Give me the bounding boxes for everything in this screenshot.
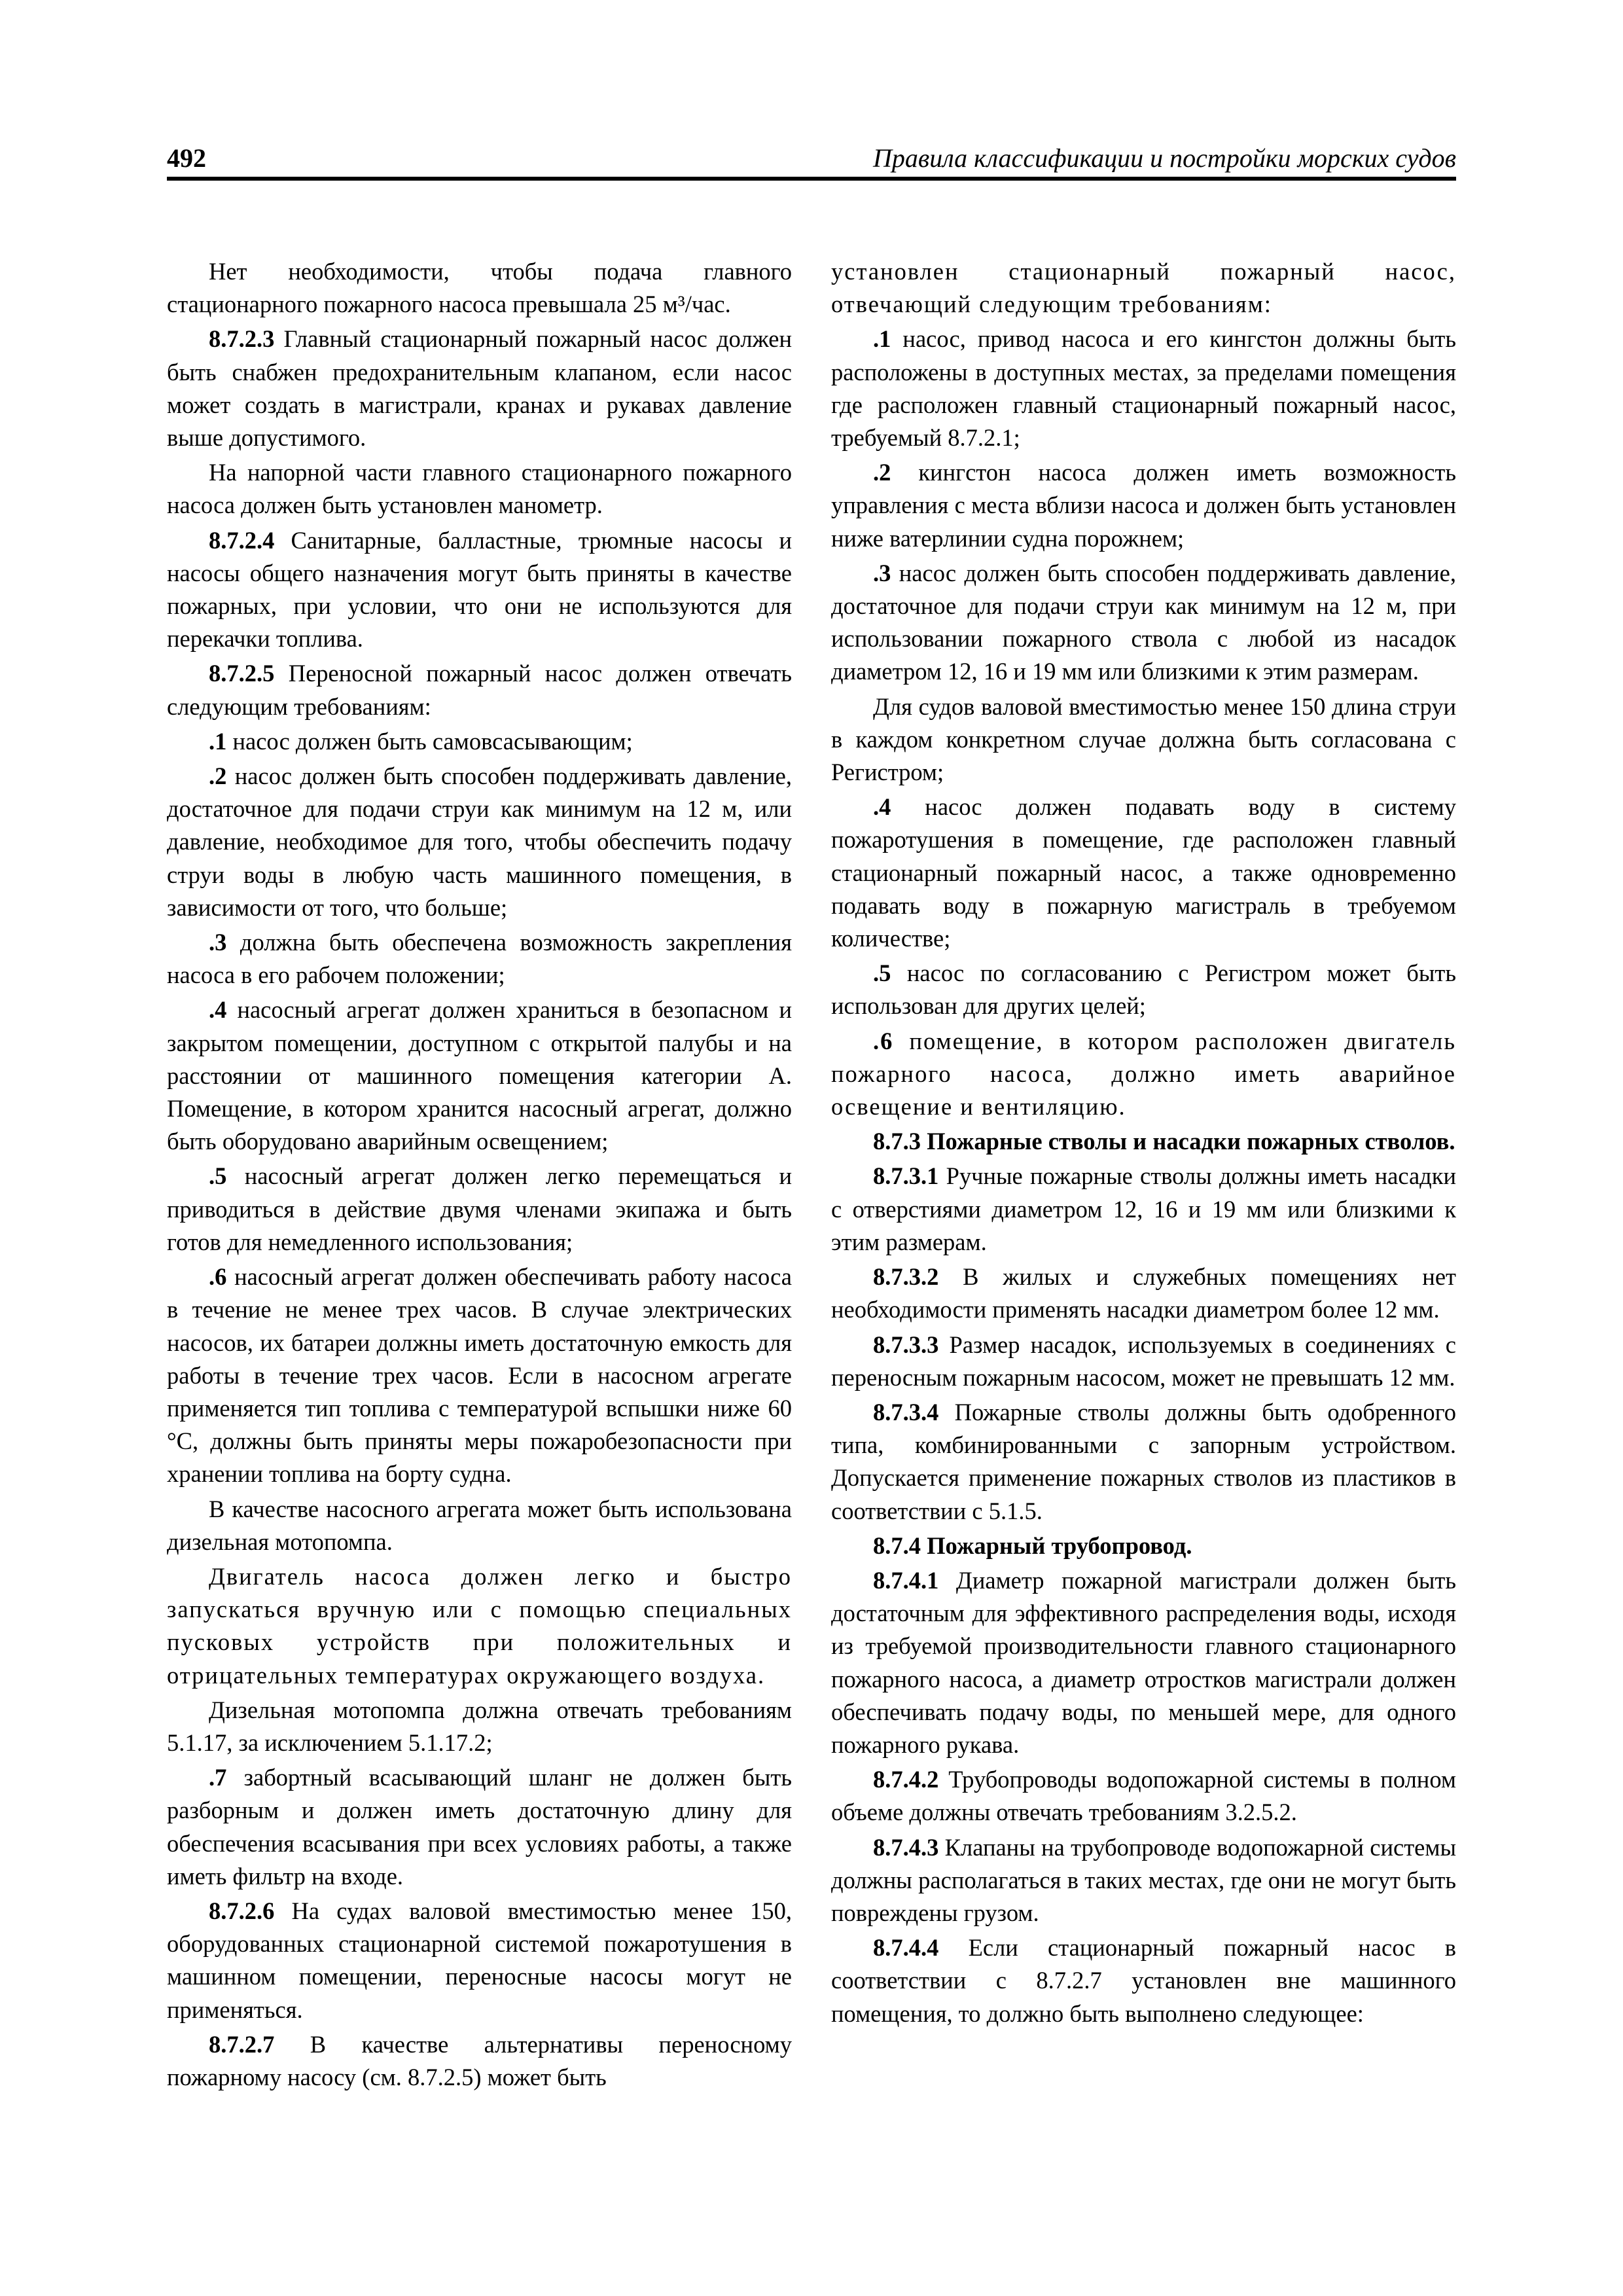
paragraph-text: насос должен быть способен поддерживать давление, достаточное для подачи струи как минимум на 12 м, при использовании пожарного ствола с любой из насадок диаметром 12, 16 и 19 мм или близкими к этим размерам. (831, 559, 1456, 685)
header-rule (167, 177, 1456, 181)
section-heading-text: 8.7.4 Пожарный трубопровод. (873, 1532, 1192, 1559)
page-number: 492 (167, 143, 206, 173)
section-heading-text: 8.7.3 Пожарные стволы и насадки пожарных стволов. (873, 1128, 1455, 1155)
paragraph (167, 456, 792, 522)
paragraph (831, 1931, 1456, 2030)
paragraph (167, 994, 792, 1158)
paragraph-text: Для судов валовой вместимостью менее 150 длина струи в каждом конкретном случае должна быть согласована с Регистром; (831, 692, 1456, 786)
paragraph-text: насос по согласованию с Регистром может быть использован для других целей; (831, 960, 1456, 1020)
running-title: Правила классификации и постройки морских судов (872, 143, 1456, 173)
paragraph-number: 8.7.2.4 (209, 526, 275, 554)
paragraph (831, 1831, 1456, 1930)
paragraph (167, 1560, 792, 1692)
paragraph (167, 657, 792, 723)
paragraph-number: 8.7.2.5 (209, 660, 275, 687)
paragraph-number: 8.7.3.2 (873, 1263, 939, 1291)
paragraph-text: насос должен быть способен поддерживать давление, достаточное для подачи струи как минимум на 12 м, или давление, необходимое для того, чтобы обеспечить подачу струи воды в любую часть машинного помещения, в зависимости от того, что больше; (167, 762, 792, 921)
section-heading (831, 1530, 1456, 1562)
paragraph-text: должна быть обеспечена возможность закрепления насоса в его рабочем положении; (167, 929, 792, 989)
right-column (831, 255, 1456, 2032)
paragraph-text: помещение, в котором расположен двигатель пожарного насоса, должно иметь аварийное освещение и вентиляцию. (831, 1027, 1456, 1121)
paragraph-number: 8.7.2.7 (209, 2030, 275, 2058)
paragraph-text: насосный агрегат должен храниться в безопасном и закрытом помещении, доступном с открытой палубы и на расстоянии от машинного помещения категории А. Помещение, в котором хранится насосный агрегат, должно быть оборудовано аварийным освещением; (167, 996, 792, 1155)
paragraph-number: 8.7.4.4 (873, 1934, 939, 1962)
paragraph-text: Ручные пожарные стволы должны иметь насадки с отверстиями диаметром 12, 16 и 19 мм или близкими к этим размерам. (831, 1162, 1456, 1255)
paragraph-text: насосный агрегат должен легко перемещаться и приводиться в действие двумя членами экипажа и быть готов для немедленного использования; (167, 1162, 792, 1255)
paragraph-number: 8.7.4.3 (873, 1833, 939, 1861)
paragraph-number: .5 (873, 960, 891, 987)
paragraph (167, 1895, 792, 2026)
paragraph (831, 1329, 1456, 1394)
paragraph-number: 8.7.4.2 (873, 1766, 939, 1793)
paragraph-text: Нет необходимости, чтобы подача главного стационарного пожарного насоса превышала 25 м³/час. (167, 258, 792, 318)
paragraph-text: Переносной пожарный насос должен отвечать следующим требованиям: (167, 660, 792, 720)
left-column (167, 255, 792, 2096)
paragraph (831, 691, 1456, 789)
paragraph (167, 760, 792, 924)
paragraph-text: На судах валовой вместимостью менее 150, оборудованных стационарной системой пожаротушения в машинном помещении, переносные насосы могут не применяться. (167, 1897, 792, 2023)
paragraph (831, 957, 1456, 1022)
paragraph-text: На напорной части главного стационарного пожарного насоса должен быть установлен манометр. (167, 459, 792, 519)
paragraph (831, 1763, 1456, 1829)
paragraph-number: .3 (873, 559, 891, 586)
paragraph (167, 1761, 792, 1893)
paragraph-number: .2 (209, 762, 227, 790)
paragraph-number: 8.7.3.1 (873, 1162, 939, 1190)
paragraph (167, 323, 792, 454)
paragraph (831, 456, 1456, 555)
paragraph-number: .3 (209, 929, 227, 956)
paragraph (167, 725, 792, 758)
paragraph (831, 255, 1456, 321)
paragraph (167, 1160, 792, 1259)
paragraph-text: Трубопроводы водопожарной системы в полном объеме должны отвечать требованиям 3.2.5.2. (831, 1766, 1456, 1826)
paragraph (167, 2028, 792, 2094)
paragraph (167, 1493, 792, 1558)
paragraph-number: 8.7.2.6 (209, 1897, 275, 1924)
paragraph-text: Диаметр пожарной магистрали должен быть достаточным для эффективного распределения воды, исходя из требуемой производительности главного стационарного пожарного насоса, а диаметр отростков магистрали должен обеспечивать подачу воды, по меньшей мере, для одного пожарного рукава. (831, 1566, 1456, 1758)
paragraph-text: установлен стационарный пожарный насос, отвечающий следующим требованиям: (831, 258, 1456, 318)
paragraph-text: насосный агрегат должен обеспечивать работу насоса в течение не менее трех часов. В случае электрических насосов, их батареи должны иметь достаточную емкость для работы в течение трех часов. Если в насосном агрегате применяется тип топлива с температурой вспышки ниже 60 °С, должны быть приняты меры пожаробезопасности при хранении топлива на борту судна. (167, 1263, 792, 1488)
paragraph-text: насос должен быть самовсасывающим; (226, 727, 633, 755)
section-heading (831, 1125, 1456, 1158)
paragraph-number: 8.7.3.3 (873, 1331, 939, 1358)
paragraph-text: забортный всасывающий шланг не должен быть разборным и должен иметь достаточную длину для обеспечения всасывания при всех условиях работы, а также иметь фильтр на входе. (167, 1764, 792, 1890)
paragraph (831, 323, 1456, 454)
paragraph (831, 791, 1456, 955)
paragraph-text: Главный стационарный пожарный насос должен быть снабжен предохранительным клапаном, если насос может создать в магистрали, кранах и рукавах давление выше допустимого. (167, 325, 792, 452)
paragraph-text: кингстон насоса должен иметь возможность управления с места вблизи насоса и должен быть установлен ниже ватерлинии судна порожнем; (831, 459, 1456, 552)
paragraph-text: В жилых и служебных помещениях нет необходимости применять насадки диаметром более 12 мм. (831, 1263, 1456, 1323)
paragraph-text: Если стационарный пожарный насос в соответствии с 8.7.2.7 установлен вне машинного помещения, то должно быть выполнено следующее: (831, 1934, 1456, 2027)
paragraph-text: Пожарные стволы должны быть одобренного типа, комбинированными с запорным устройством. Допускается применение пожарных стволов из пластиков в соответствии с 5.1.5. (831, 1398, 1456, 1524)
paragraph-number: .1 (873, 325, 891, 353)
paragraph (167, 255, 792, 321)
paragraph (167, 1694, 792, 1759)
paragraph-number: 8.7.2.3 (209, 325, 275, 353)
paragraph (831, 1564, 1456, 1761)
paragraph (831, 1261, 1456, 1326)
paragraph-text: Клапаны на трубопроводе водопожарной системы должны располагаться в таких местах, где они не могут быть повреждены грузом. (831, 1833, 1456, 1926)
paragraph-text: Двигатель насоса должен легко и быстро запускаться вручную или с помощью специальных пусковых устройств при положительных и отрицательных температурах окружающего воздуха. (167, 1562, 792, 1689)
paragraph-number: .7 (209, 1764, 227, 1791)
paragraph-number: 8.7.4.1 (873, 1566, 939, 1594)
paragraph (831, 1025, 1456, 1124)
paragraph-text: насос, привод насоса и его кингстон должны быть расположены в доступных местах, за пределами помещения где расположен главный стационарный пожарный насос, требуемый 8.7.2.1; (831, 325, 1456, 452)
paragraph-number: .6 (873, 1027, 894, 1054)
paragraph (831, 1160, 1456, 1259)
paragraph-number: 8.7.3.4 (873, 1398, 939, 1426)
paragraph-number: .5 (209, 1162, 227, 1190)
paragraph-number: .2 (873, 459, 891, 486)
paragraph-number: .6 (209, 1263, 227, 1291)
paragraph-number: .4 (209, 996, 227, 1024)
paragraph-number: .4 (873, 793, 891, 821)
paragraph-number: .1 (209, 727, 227, 755)
paragraph (831, 557, 1456, 689)
paragraph-text: Дизельная мотопомпа должна отвечать требованиям 5.1.17, за исключением 5.1.17.2; (167, 1696, 792, 1756)
paragraph-text: Размер насадок, используемых в соединениях с переносным пожарным насосом, может не превышать 12 мм. (831, 1331, 1456, 1391)
paragraph (167, 926, 792, 992)
paragraph-text: Санитарные, балластные, трюмные насосы и насосы общего назначения могут быть приняты в качестве пожарных, при условии, что они не используются для перекачки топлива. (167, 526, 792, 653)
paragraph-text: В качестве альтернативы переносному пожарному насосу (см. 8.7.2.5) может быть (167, 2030, 792, 2090)
paragraph (831, 1396, 1456, 1528)
paragraph (167, 524, 792, 656)
paragraph-text: насос должен подавать воду в систему пожаротушения в помещение, где расположен главный стационарный пожарный насос, а также одновременно подавать воду в пожарную магистраль в требуемом количестве; (831, 793, 1456, 952)
paragraph (167, 1261, 792, 1490)
paragraph-text: В качестве насосного агрегата может быть использована дизельная мотопомпа. (167, 1495, 792, 1555)
